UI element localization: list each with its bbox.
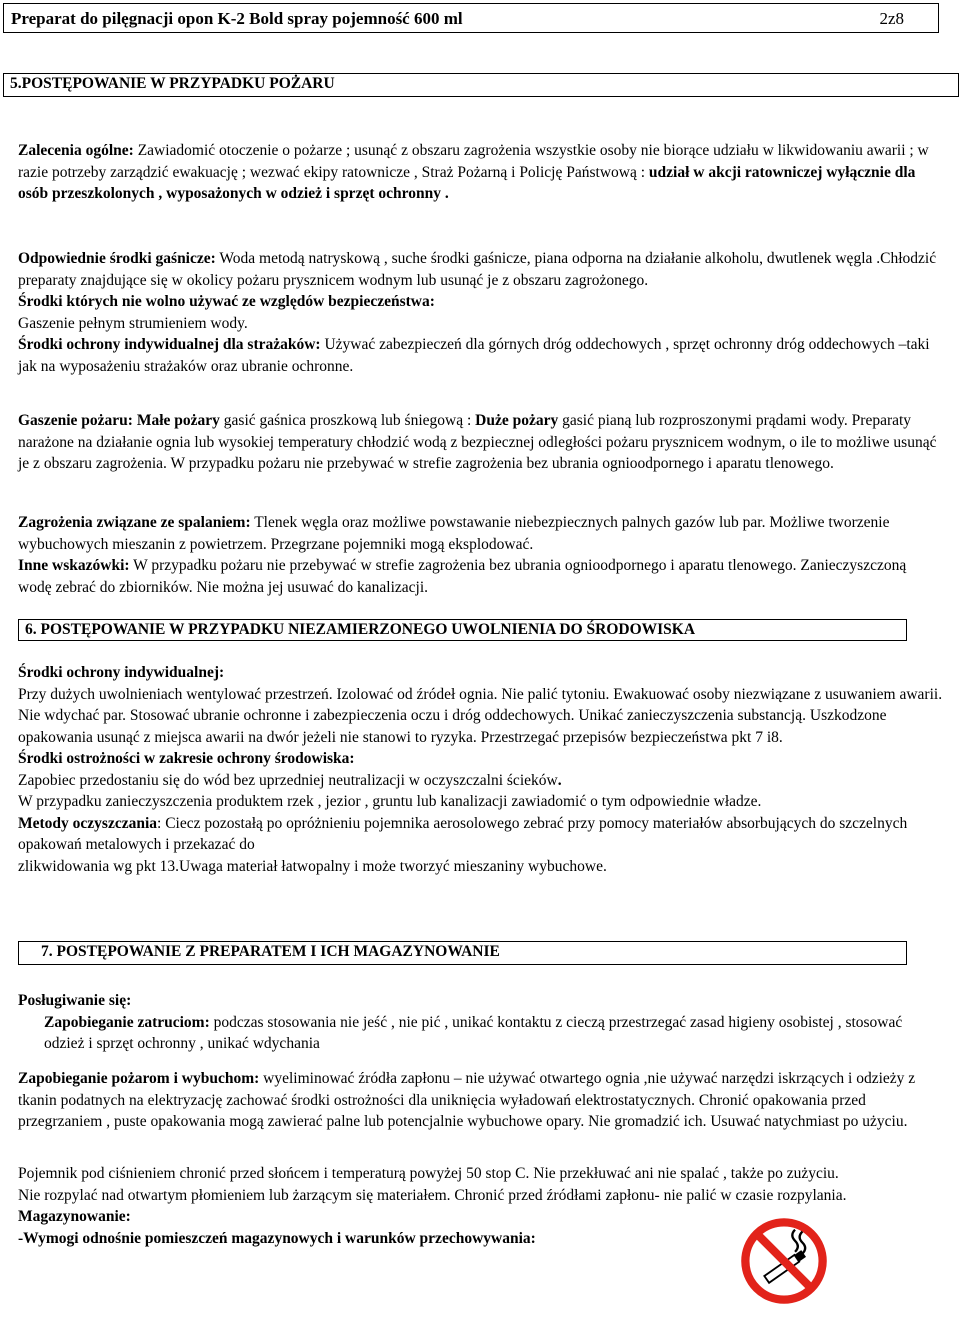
extinguish-label: Odpowiednie środki gaśnicze: [18,250,216,267]
firefighter-ppe-label: Środki ochrony indywidualnej dla strażaków: [18,336,321,353]
environment-text-2: W przypadku zanieczyszczenia produktem rzek , jezior , gruntu lub kanalizacji zawiadomić o tym odpowiednie władze. [18,793,762,810]
section-6-content [18,662,943,877]
large-fires-text: gasić pianą lub rozproszonymi prądami wody. Preparaty narażone na działanie ognia lub wysokiej temperatury chłodzić wodą z bezpiecznej odległości pożaru prysznicem wodnym, o ile to możliwe usunąć je z obszaru zagrożenia. W przypadku pożaru nie przebywać w strefie zagrożenia bez ubrania ognioodpornego i aparatu tlenowego. [18,412,937,472]
firefighter-ppe-text: Używać zabezpieczeń dla górnych dróg oddechowych , sprzęt ochronny dróg oddechowych –taki jak na wyposażeniu strażaków oraz ubranie ochronne. [18,336,930,375]
personal-protection-text: Przy dużych uwolnieniach wentylować przestrzeń. Izolować od źródeł ognia. Nie palić tytoniu. Ewakuować osoby niezwiązane z usuwaniem awarii. Nie wdychać par. Stosować ubranie ochronne i zabezpieczenia oczu i dróg oddechowych. Unikać zanieczyszczenia substancją. Uszkodzone opakowania usunąć z miejsca awarii na dwór jeżeli nie stanowi to ryzyka. Przestrzegać przepisów bezpieczeństwa pkt 7 i8. [18,685,943,746]
section-7-storage [18,1163,858,1249]
general-bold-text: udział w akcji ratowniczej wyłącznie dla osób przeszkolonych , wyposażonych w odzież i sprzęt ochronny . [18,163,916,202]
environment-precautions-label: Środki ostrożności w zakresie ochrony środowiska: [18,750,355,767]
other-advice-label: Inne wskazówki: [18,557,130,574]
fire-prevention-label: Zapobieganie pożarom i wybuchom: [18,1070,260,1087]
forbidden-label: Środki których nie wolno używać ze względów bezpieczeństwa: [18,293,435,310]
section-5-extinguishing [18,248,943,377]
section-6-title: 6. POSTĘPOWANIE W PRZYPADKU NIEZAMIERZONEGO UWOLNIENIA DO ŚRODOWISKA [25,621,696,638]
poisoning-prevention-text: podczas stosowania nie jeść , nie pić , unikać kontaktu z cieczą przestrzegać zasad higieny osobistej , stosować odzież i sprzęt ochronny , unikać wdychania [44,1013,903,1052]
section-5-title: 5.POSTĘPOWANIE W PRZYPADKU POŻARU [10,75,335,92]
storage-label: Magazynowanie: [18,1208,131,1225]
section-5-heading [3,73,959,97]
document-header [3,3,939,33]
section-7-fire-prevention [18,1068,943,1133]
section-7-title: 7. POSTĘPOWANIE Z PREPARATEM I ICH MAGAZYNOWANIE [41,943,500,960]
small-fires-label: Małe pożary [136,412,220,429]
section-7-handling [18,990,943,1055]
section-6-heading [18,619,907,641]
document-title: Preparat do pilęgnacji opon K-2 Bold spray pojemność 600 ml [11,9,463,28]
no-smoking-icon [738,1215,830,1307]
general-text: Zawiadomić otoczenie o pożarze ; usunąć z obszaru zagrożenia wszystkie osoby nie biorące udziału w likwidowaniu awarii ; w razie potrzeby zarządzić ewakuację ; wezwać ekipy ratownicze , Straż Pożarną i Policję Państwową : [18,142,929,181]
large-fires-label: Duże pożary [475,412,559,429]
storage-requirements-label: -Wymogi odnośnie pomieszczeń magazynowych i warunków przechowywania: [18,1229,536,1247]
cleanup-text-2: zlikwidowania wg pkt 13.Uwaga materiał łatwopalny i może tworzyć mieszaniny wybuchowe. [18,857,607,875]
section-7-heading [18,941,907,965]
cleanup-text: : Ciecz pozostałą po opróżnieniu pojemnika aerosolowego zebrać przy pomocy materiałów absorbujących do szczelnych opakowań metalowych i przekazać do [18,814,908,853]
fire-prevention-text: wyeliminować źródła zapłonu – nie używać otwartego ognia ,nie używać narzędzi iskrzących i odzieży z tkanin podatnych na elektryzację zachować środki ostrożności dla uniknięcia wyładowań elektrostatycznych. Chronić opakowania przed przegrzaniem , puste opakowania mogą zawierać palne lub potencjalnie wybuchowe opary. Nie gromadzić ich. Usuwać natychmiast po użyciu. [18,1070,916,1130]
pressure-container-text: Pojemnik pod ciśnieniem chronić przed słońcem i temperaturą powyżej 50 stop C. Nie przekłuwać ani nie spalać , także po zużyciu. Nie rozpylać nad otwartym płomieniem lub żarzącym się materiałem. Chronić przed źródłami zapłonu- nie palić w czasie rozpylania. [18,1165,847,1204]
other-advice-text: W przypadku pożaru nie przebywać w strefie zagrożenia bez ubrania ognioodpornego i aparatu tlenowego. Zanieczyszczoną wodę zebrać do zbiorników. Nie można jej usuwać do kanalizacji. [18,557,907,596]
extinguish-text: Woda metodą natryskową , suche środki gaśnicze, piana odporna na działanie alkoholu, dwutlenek węgla .Chłodzić preparaty znajdujące się w okolicy pożaru prysznicem wodnym lub usunąć je z obszaru zagrożonego. [18,250,937,289]
firefighting-label: Gaszenie pożaru: [18,412,133,429]
environment-text-1: Zapobiec przedostaniu się do wód bez uprzedniej neutralizacji w oczyszczalni ścieków [18,771,558,789]
section-5-hazards [18,512,943,598]
combustion-hazard-text: Tlenek węgla oraz możliwe powstawanie niebezpiecznych palnych gazów lub par. Możliwe tworzenie wybuchowych mieszanin z powietrzem. Przegrzane pojemniki mogą eksplodować. [18,514,890,553]
poisoning-prevention-label: Zapobieganie zatruciom: [44,1013,210,1031]
combustion-hazard-label: Zagrożenia związane ze spalaniem: [18,514,251,531]
personal-protection-label: Środki ochrony indywidualnej: [18,664,225,681]
forbidden-text: Gaszenie pełnym strumieniem wody. [18,314,248,332]
small-fires-text: gasić gaśnica proszkową lub śniegową : [219,412,476,429]
general-label: Zalecenia ogólne: [18,142,134,159]
section-5-firefighting [18,410,943,475]
environment-text-1-end: . [557,771,562,789]
section-5-general [18,140,943,205]
cleanup-label: Metody oczyszczania [18,814,158,832]
handling-label: Posługiwanie się: [18,992,132,1009]
page-number: 2z8 [879,9,904,28]
